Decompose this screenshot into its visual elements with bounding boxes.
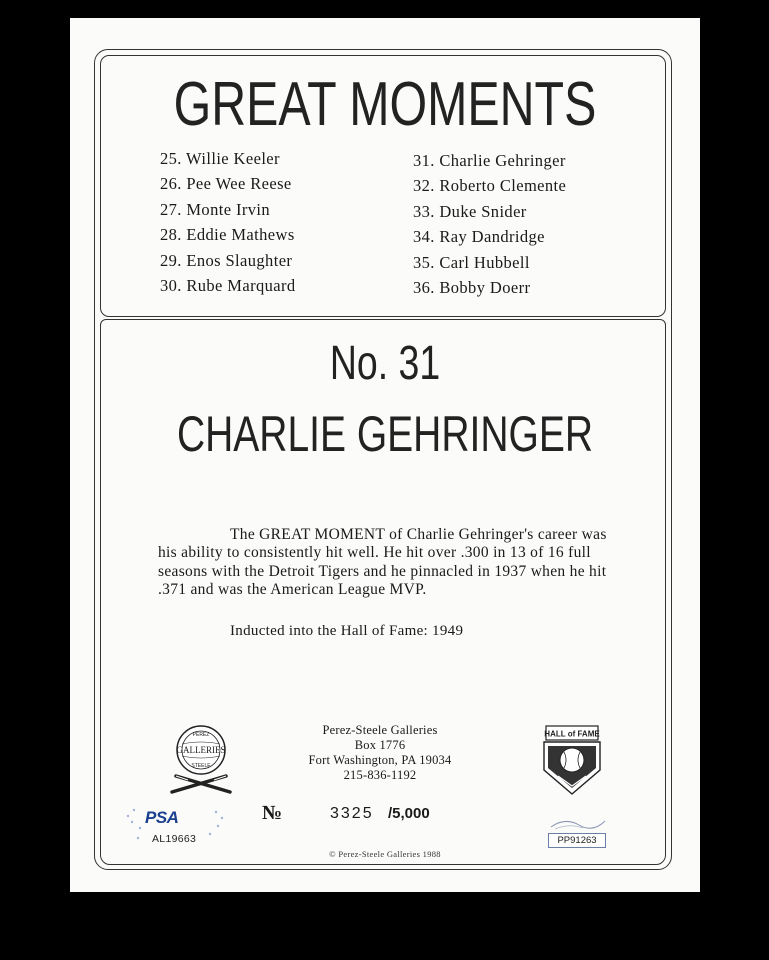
serial-total: /5,000: [388, 805, 430, 822]
card-number: No. 31: [329, 337, 441, 390]
list-item: 29. Enos Slaughter: [160, 250, 293, 270]
hall-of-fame-logo-icon: [540, 724, 604, 798]
list-item: 32. Roberto Clemente: [413, 176, 567, 196]
svg-text:GALLERIES: GALLERIES: [176, 745, 226, 755]
address-line: Box 1776: [354, 738, 406, 752]
card-title: GREAT MOMENTS: [173, 70, 597, 139]
trading-card: [70, 18, 700, 892]
serial-number: 3325: [330, 805, 374, 822]
list-item: 25. Willie Keeler: [160, 149, 280, 168]
svg-text:HALL of FAME: HALL of FAME: [544, 729, 600, 739]
list-item: 34. Ray Dandridge: [413, 227, 545, 247]
svg-text:STEELE: STEELE: [191, 763, 211, 769]
hologram-code: PP91263: [548, 833, 606, 848]
psa-label: [120, 798, 230, 853]
list-item: 28. Eddie Mathews: [160, 225, 295, 245]
svg-text:PEREZ: PEREZ: [192, 732, 210, 738]
list-item: 27. Monte Irvin: [160, 199, 271, 219]
list-item: 33. Duke Snider: [413, 201, 527, 221]
list-item: 36. Bobby Doerr: [413, 277, 531, 297]
player-name: CHARLIE GEHRINGER: [176, 406, 594, 462]
player-list-left: [160, 146, 296, 298]
hologram-sticker: [545, 813, 609, 853]
psa-cert-number: AL19663: [152, 833, 197, 845]
induction-year: Inducted into the Hall of Fame: 1949: [230, 623, 464, 639]
hologram-icon: [545, 813, 609, 833]
galleries-logo-icon: [166, 718, 236, 798]
address-line: 215-836-1192: [343, 768, 417, 782]
description: [158, 526, 618, 600]
serial-prefix: №: [262, 802, 283, 824]
description-body: career was his ability to consistently hit well. He hit over .300 in 13 of 16 full seasons with the Detroit Tigers and he pinnacled in 1937 when he hit .371 and was the American League MVP.: [158, 526, 607, 599]
address-line: Perez-Steele Galleries: [322, 723, 438, 737]
address-line: Fort Washington, PA 19034: [308, 753, 452, 767]
list-item: 35. Carl Hubbell: [413, 252, 530, 272]
publisher-address: [270, 723, 490, 783]
list-item: 31. Charlie Gehringer: [413, 151, 566, 170]
list-item: 30. Rube Marquard: [160, 275, 296, 295]
player-list-right: [413, 148, 566, 300]
description-first-line: The GREAT MOMENT of Charlie Gehringer's: [230, 526, 534, 543]
copyright: © Perez-Steele Galleries 1988: [329, 849, 441, 859]
psa-logo: PSA: [145, 808, 179, 827]
list-item: 26. Pee Wee Reese: [160, 174, 292, 194]
